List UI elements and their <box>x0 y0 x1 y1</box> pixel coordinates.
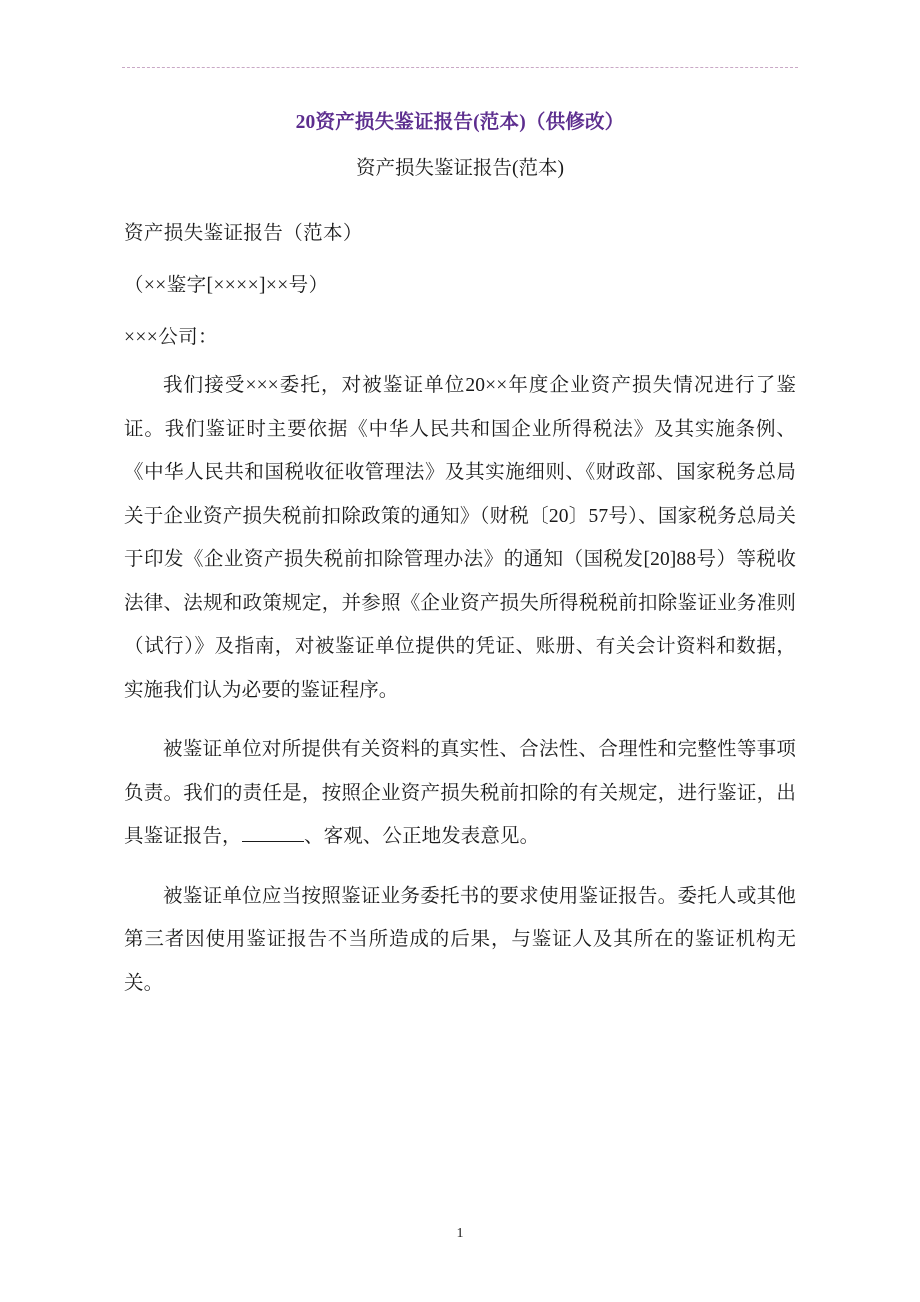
report-reference-number: （××鉴字[××××]××号） <box>124 275 329 296</box>
document-content <box>124 106 796 1005</box>
page-title: 20资产损失鉴证报告(范本)（供修改） <box>295 112 625 133</box>
report-heading-line: 资产损失鉴证报告（范本） <box>124 223 363 244</box>
paragraph-responsibilities-text-after: 、客观、公正地发表意见。 <box>304 826 540 847</box>
page-subtitle: 资产损失鉴证报告(范本) <box>356 158 564 179</box>
paragraph-responsibilities <box>124 728 796 859</box>
paragraph-report-usage: 被鉴证单位应当按照鉴证业务委托书的要求使用鉴证报告。委托人或其他第三者因使用鉴证报告不当所造成的后果，与鉴证人及其所在的鉴证机构无关。 <box>124 885 796 994</box>
fill-in-blank[interactable] <box>242 822 304 843</box>
header-rule-divider <box>122 67 798 68</box>
report-addressee: ×××公司： <box>124 327 218 348</box>
paragraph-responsibilities-text-before: 被鉴证单位对所提供有关资料的真实性、合法性、合理性和完整性等事项负责。我们的责任是，按照企业资产损失税前扣除的有关规定，进行鉴证，出具鉴证报告， <box>124 739 796 847</box>
paragraph-engagement-basis: 我们接受×××委托，对被鉴证单位20××年度企业资产损失情况进行了鉴证。我们鉴证时主要依据《中华人民共和国企业所得税法》及其实施条例、《中华人民共和国税收征收管理法》及其实施细则、《财政部、国家税务总局关于企业资产损失税前扣除政策的通知》（财税〔20〕57号）、国家税务总局关于印发《企业资产损失税前扣除管理办法》的通知（国税发[20]88号）等税收法律、法规和政策规定，并参照《企业资产损失所得税税前扣除鉴证业务准则（试行）》及指南，对被鉴证单位提供的凭证、账册、有关会计资料和数据，实施我们认为必要的鉴证程序。 <box>124 375 796 701</box>
page-number-footer: 1 <box>456 1226 464 1241</box>
